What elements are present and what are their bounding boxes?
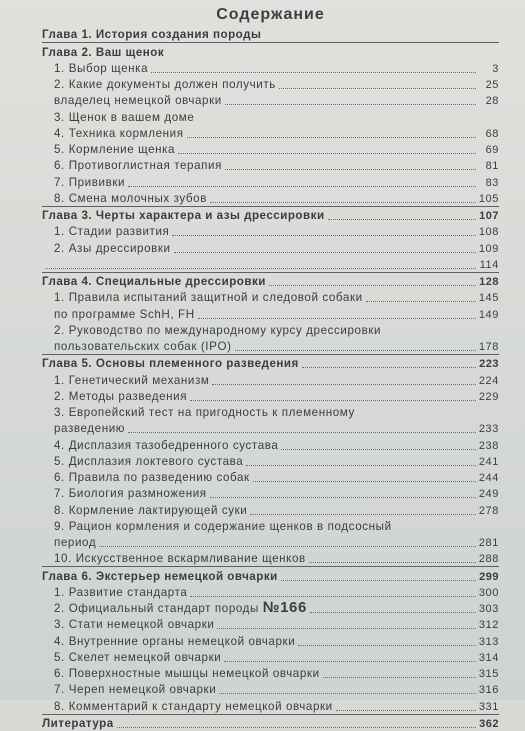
toc-entry-row xyxy=(42,157,499,173)
toc-entry-label: 5. Дисплазия локтевого сустава xyxy=(54,454,244,468)
toc-entry-label: 3. Европейский тест на пригодность к племенному xyxy=(54,406,355,419)
page-number: 244 xyxy=(478,472,499,484)
dot-leader xyxy=(151,72,476,73)
page-number: 303 xyxy=(478,603,499,615)
dot-leader xyxy=(328,219,476,220)
page-number: 109 xyxy=(478,242,499,255)
page-number: 316 xyxy=(478,684,499,697)
toc-entry-row xyxy=(42,305,499,321)
dot-leader xyxy=(178,153,476,154)
page-number: 249 xyxy=(478,488,499,501)
toc-entry-label: 8. Кормление лактирующей суки xyxy=(54,503,248,517)
toc-entry-row xyxy=(42,584,499,600)
dot-leader xyxy=(117,727,476,728)
dot-leader xyxy=(298,645,476,646)
page-number: 178 xyxy=(478,341,499,353)
dot-leader xyxy=(210,202,476,203)
dot-leader xyxy=(224,661,476,662)
toc-chapter-row xyxy=(42,42,499,59)
dot-leader xyxy=(174,252,476,253)
page-number: 299 xyxy=(479,570,499,583)
table-of-contents xyxy=(42,26,499,731)
page-number: 278 xyxy=(478,504,499,517)
dot-leader xyxy=(309,562,476,563)
dot-leader xyxy=(99,546,476,547)
toc-chapter-row xyxy=(42,206,499,223)
toc-entry-label: 6. Поверхностные мышцы немецкой овчарки xyxy=(54,667,320,680)
toc-entry-row xyxy=(42,371,499,387)
dot-leader xyxy=(198,318,476,319)
toc-entry-label: 3. Стати немецкой овчарки xyxy=(54,618,215,632)
toc-entry-row xyxy=(42,108,499,124)
page-number: 315 xyxy=(478,668,499,680)
page-number: 314 xyxy=(478,651,499,664)
page-number: 300 xyxy=(478,586,499,599)
toc-entry-row xyxy=(42,518,499,534)
toc-entry-row xyxy=(42,173,499,189)
page-number: 83 xyxy=(485,176,499,189)
dot-leader xyxy=(172,235,475,236)
toc-entry-row xyxy=(42,453,499,469)
toc-entry-label: 5. Скелет немецкой овчарки xyxy=(54,650,222,664)
page-number: 149 xyxy=(478,308,499,321)
dot-leader xyxy=(253,481,476,482)
dot-leader xyxy=(217,628,475,629)
toc-entry-label: 1. Развитие стандарта xyxy=(54,585,188,599)
page-number: 224 xyxy=(478,374,499,387)
toc-entry-row xyxy=(42,223,499,239)
page-number: 25 xyxy=(485,79,499,91)
page-number: 114 xyxy=(479,258,499,271)
toc-entry-row xyxy=(42,289,499,305)
toc-entry-row xyxy=(42,501,499,517)
toc-entry-row xyxy=(42,125,499,141)
page-number: 233 xyxy=(478,423,499,436)
page-number: 108 xyxy=(478,226,499,239)
toc-entry-label: 4. Внутренние органы немецкой овчарки xyxy=(54,634,296,648)
toc-entry-label: разведению xyxy=(54,422,126,436)
page-number: 238 xyxy=(478,439,499,452)
page-number: 107 xyxy=(479,210,499,222)
dot-leader xyxy=(187,137,476,138)
toc-entry-row xyxy=(42,92,499,108)
dot-leader xyxy=(219,693,476,694)
toc-entry-label: Глава 4. Специальные дрессировки xyxy=(42,275,266,288)
toc-entry-label: Глава 1. История создания породы xyxy=(42,28,262,42)
toc-entry-label: 2. Азы дрессировки xyxy=(54,241,171,255)
dot-leader xyxy=(225,104,476,105)
toc-entry-label: 1. Выбор щенка xyxy=(54,61,149,75)
page-number: 145 xyxy=(478,292,499,305)
toc-entry-label: период xyxy=(54,536,97,549)
dot-leader xyxy=(336,710,476,711)
toc-entry-label: 2. Какие документы должен получить xyxy=(54,78,276,91)
toc-chapter-row xyxy=(42,354,499,371)
toc-entry-row xyxy=(42,665,499,681)
page-number: 28 xyxy=(485,95,499,108)
dot-leader xyxy=(128,186,476,187)
toc-entry-row xyxy=(42,76,499,92)
page-number: 69 xyxy=(485,144,499,156)
toc-entry-label: владелец немецкой овчарки xyxy=(54,94,222,108)
standard-number: №166 xyxy=(262,601,307,616)
toc-entry-label: 4. Техника кормления xyxy=(54,126,184,140)
toc-entry-label: 6. Правила по разведению собак xyxy=(54,471,250,484)
toc-chapter-row xyxy=(42,26,499,42)
dot-leader xyxy=(323,677,476,678)
toc-entry-row xyxy=(42,420,499,436)
dot-leader xyxy=(246,465,476,466)
toc-entry-label: 8. Смена молочных зубов xyxy=(54,191,207,205)
toc-entry-row xyxy=(42,141,499,157)
toc-entry-label: 7. Череп немецкой овчарки xyxy=(54,683,217,697)
toc-entry-row xyxy=(42,649,499,665)
dot-leader xyxy=(281,580,476,581)
dot-leader xyxy=(302,367,476,368)
toc-entry-row xyxy=(42,616,499,632)
toc-entry-row xyxy=(42,600,499,616)
toc-entry-row xyxy=(42,338,499,354)
dot-leader xyxy=(235,350,476,351)
dot-leader xyxy=(281,449,475,450)
toc-entry-row xyxy=(42,436,499,452)
toc-entry-label: 6. Противоглистная терапия xyxy=(54,159,222,173)
page-number: 128 xyxy=(479,276,499,288)
dot-leader xyxy=(269,285,476,286)
toc-entry-row xyxy=(42,256,499,272)
toc-entry-row xyxy=(42,60,499,76)
toc-entry-label: 9. Рацион кормления и содержание щенков в подсосный xyxy=(54,519,392,533)
dot-leader xyxy=(210,497,476,498)
page-number: 331 xyxy=(478,700,499,713)
toc-entry-label: по программе SchH, FH xyxy=(54,307,195,321)
dot-leader xyxy=(366,301,476,302)
page-number: 105 xyxy=(478,192,499,205)
page-number: 3 xyxy=(492,62,499,75)
toc-entry-label: 2. Руководство по международному курсу дрессировки xyxy=(54,323,382,337)
toc-entry-label: 8. Комментарий к стандарту немецкой овчарки xyxy=(54,699,333,713)
toc-entry-row xyxy=(42,632,499,648)
toc-entry-label: 7. Прививки xyxy=(54,175,126,189)
toc-entry-label: 4. Дисплазия тазобедренного сустава xyxy=(54,438,279,452)
page-number: 81 xyxy=(485,160,499,173)
dot-leader xyxy=(310,612,476,613)
dot-leader xyxy=(250,514,475,515)
toc-entry-row xyxy=(42,681,499,697)
toc-entry-label: 1. Стадии развития xyxy=(54,225,170,239)
dot-leader xyxy=(128,432,476,433)
toc-chapter-row xyxy=(42,714,499,731)
page-number: 229 xyxy=(478,390,499,403)
toc-entry-row xyxy=(42,322,499,338)
toc-entry-label: 3. Щенок в вашем доме xyxy=(54,110,195,124)
dot-leader xyxy=(212,384,475,385)
dot-leader xyxy=(225,169,476,170)
toc-entry-label: 10. Искусственное вскармливание щенков xyxy=(54,552,306,566)
toc-entry-label: Глава 3. Черты характера и азы дрессировки xyxy=(42,209,325,222)
toc-entry-row xyxy=(42,388,499,404)
toc-entry-label: Литература xyxy=(42,716,114,730)
toc-entry-label: Глава 5. Основы племенного разведения xyxy=(42,357,299,371)
toc-chapter-row xyxy=(42,272,499,289)
page-number: 362 xyxy=(479,717,499,730)
page-number: 313 xyxy=(478,635,499,648)
toc-chapter-row xyxy=(42,566,499,583)
toc-entry-label: 2. Официальный стандарт породы №166 xyxy=(54,601,307,616)
toc-entry-row xyxy=(42,190,499,206)
dot-leader xyxy=(190,400,476,401)
toc-entry-row xyxy=(42,404,499,420)
dot-leader xyxy=(279,88,476,89)
page-number: 223 xyxy=(479,358,499,371)
toc-entry-label: 5. Кормление щенка xyxy=(54,143,176,156)
page-number: 241 xyxy=(478,455,499,468)
toc-entry-label: 7. Биология размножения xyxy=(54,487,207,501)
page-number: 281 xyxy=(478,537,499,549)
toc-entry-label: пользовательских собак (IPO) xyxy=(54,340,232,353)
page-number: 68 xyxy=(485,127,499,140)
toc-entry-label: 1. Правила испытаний защитной и следовой собаки xyxy=(54,291,363,305)
toc-entry-row xyxy=(42,239,499,255)
page-number: 312 xyxy=(478,619,499,632)
toc-entry-row xyxy=(42,550,499,566)
page-number: 288 xyxy=(478,553,499,566)
toc-entry-label: 1. Генетический механизм xyxy=(54,373,210,387)
toc-entry-row xyxy=(42,469,499,485)
toc-entry-label: Глава 6. Экстерьер немецкой овчарки xyxy=(42,569,278,583)
toc-entry-label: 2. Методы разведения xyxy=(54,389,188,403)
toc-entry-row xyxy=(42,485,499,501)
dot-leader xyxy=(190,596,475,597)
dot-leader xyxy=(45,268,476,269)
page-title: Содержание xyxy=(216,6,325,23)
toc-entry-row xyxy=(42,534,499,550)
toc-entry-label: Глава 2. Ваш щенок xyxy=(42,45,165,59)
